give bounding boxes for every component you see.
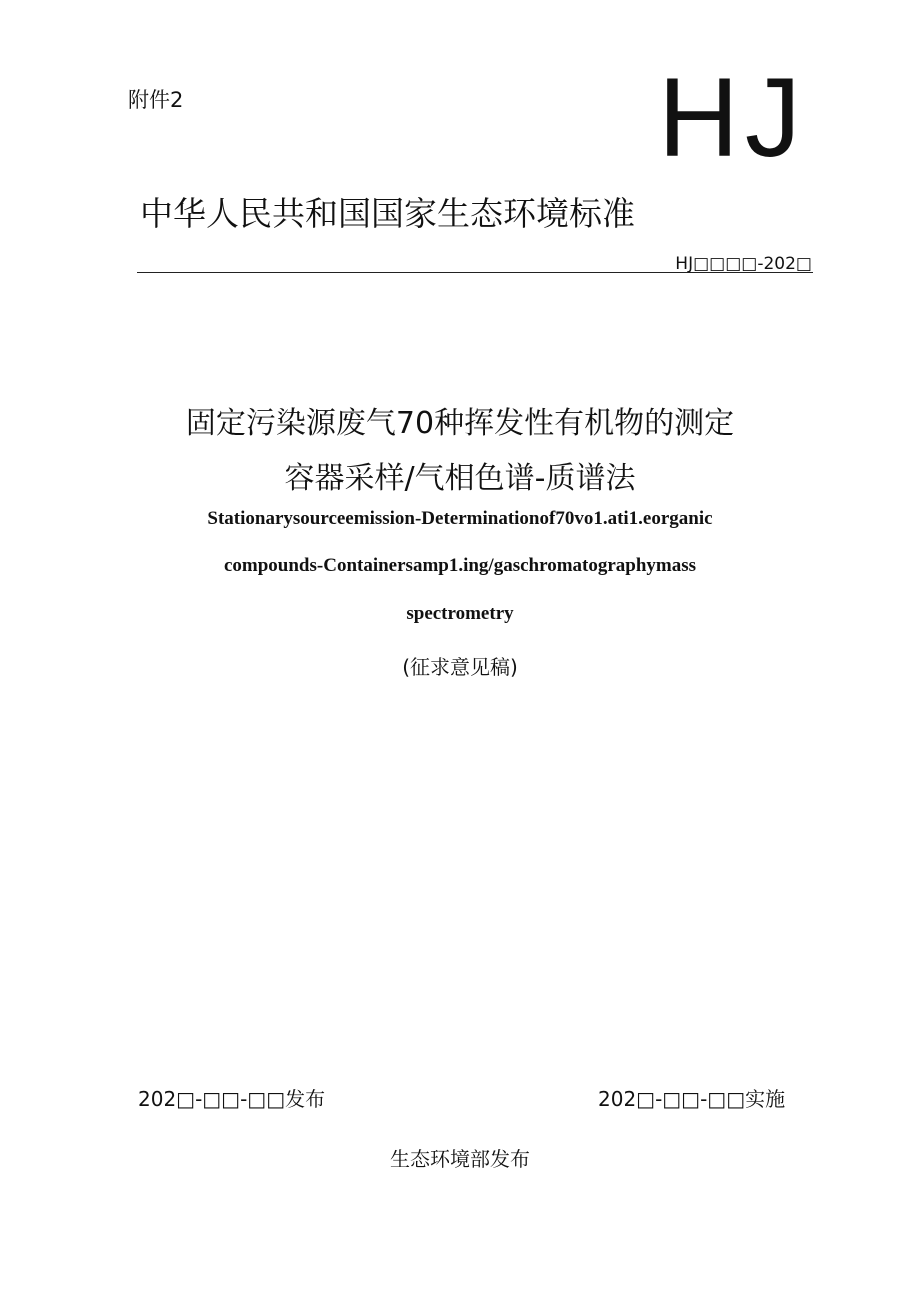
draft-note: (征求意见稿) [402,655,518,679]
hj-logo: HJ [658,55,807,180]
standard-code: HJ□□□□-202□ [675,254,812,274]
title-en-line-2: compounds-Containersamp1.ing/gaschromatographymass [223,555,697,576]
implementation-date: 202□-□□-□□实施 [598,1087,786,1111]
standard-category: 中华人民共和国国家生态环境标准 [140,194,635,233]
title-en-line-3: spectrometry [406,603,514,624]
header-divider [137,272,813,273]
attachment-label: 附件2 [128,88,184,112]
title-en-line-1: Stationarysourceemission-Determinationof70vo1.ati1.eorganic [207,508,713,529]
issue-date: 202□-□□-□□发布 [138,1087,326,1111]
title-zh-line-1: 固定污染源废气70种挥发性有机物的测定 [185,406,735,441]
publisher: 生态环境部发布 [390,1147,530,1171]
title-zh-line-2: 容器采样/气相色谱-质谱法 [284,461,636,496]
